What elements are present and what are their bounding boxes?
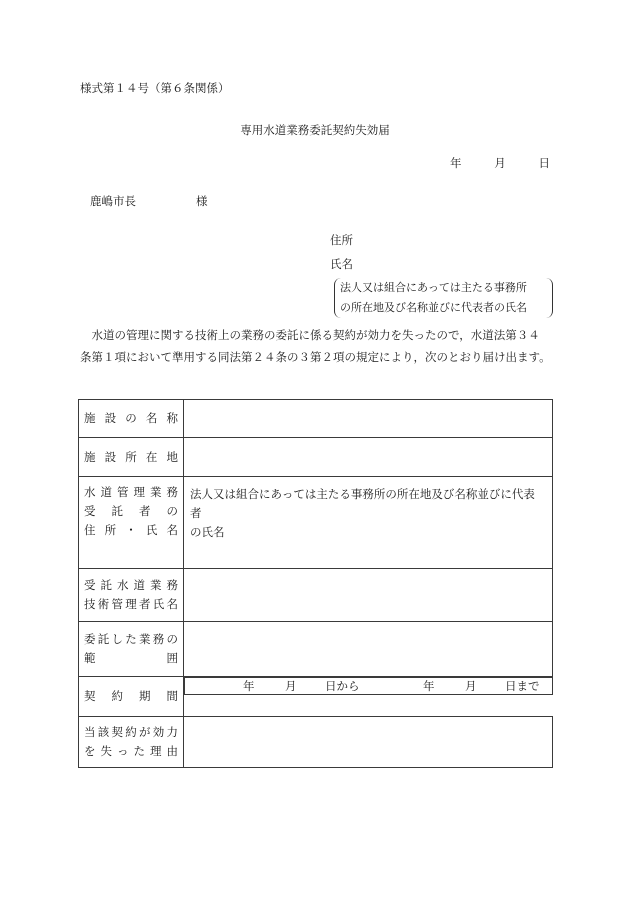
applicant-name-label: 氏名 — [330, 257, 353, 271]
label-text — [84, 483, 178, 502]
label-char: 施 — [84, 449, 96, 464]
period-from-year: 年 — [243, 679, 255, 693]
body-line2: 条第１項において準用する同法第２４条の３第２項の規定により，次のとおり届け出ます。 — [80, 350, 551, 364]
label-facility-name — [79, 400, 184, 438]
label-char: っ — [117, 744, 129, 758]
label-char: ・ — [125, 523, 137, 537]
label-char: 者 — [139, 597, 151, 611]
value-facility-location[interactable] — [184, 438, 553, 477]
table-row-facility-name — [79, 400, 553, 438]
label-text — [84, 630, 178, 649]
info-table — [78, 399, 553, 768]
label-char: 地 — [166, 449, 178, 464]
label-char: 間 — [166, 689, 178, 703]
date-line — [450, 155, 550, 171]
label-char: 理 — [125, 597, 137, 611]
label-text — [84, 576, 178, 595]
label-char: 委 — [84, 632, 96, 646]
label-char: の — [166, 504, 178, 518]
bracket-note-line2: の所在地及び名称並びに代表者の氏名 — [340, 301, 527, 314]
label-char: 契 — [84, 689, 96, 703]
label-char: を — [84, 744, 96, 758]
label-char: 約 — [111, 689, 123, 703]
label-char: 技 — [84, 597, 96, 611]
label-char: 在 — [145, 449, 158, 464]
table-row-contractor — [79, 477, 553, 569]
label-char: 理 — [133, 485, 145, 499]
table-row-technical-manager — [79, 569, 553, 622]
applicant-bracket-note — [334, 278, 553, 318]
label-char: 称 — [166, 411, 178, 425]
label-char: の — [166, 632, 178, 646]
label-char: 者 — [139, 504, 151, 518]
label-char: 施 — [84, 411, 96, 425]
label-scope — [79, 622, 184, 677]
label-text — [84, 595, 178, 614]
label-char: 道 — [133, 578, 145, 592]
table-row-period — [79, 677, 553, 717]
label-text — [84, 502, 178, 521]
label-char: 当 — [84, 725, 96, 739]
label-char: 受 — [84, 504, 96, 518]
label-char: 術 — [97, 597, 110, 611]
label-char: 名 — [145, 411, 158, 425]
period-to-day: 日まで — [505, 679, 540, 693]
label-char: 氏 — [152, 597, 165, 611]
date-year: 年 — [450, 156, 462, 170]
label-char: 契 — [111, 725, 123, 739]
label-char: 設 — [104, 449, 117, 464]
label-text — [84, 409, 178, 428]
label-char: 業 — [150, 485, 162, 499]
document-title: 専用水道業務委託契約失効届 — [240, 123, 390, 137]
bracket-note-line1: 法人又は組合にあっては主たる事務所 — [340, 281, 527, 294]
label-char: 由 — [166, 744, 178, 758]
label-text — [84, 649, 178, 668]
label-char: 理 — [150, 744, 162, 758]
label-period — [79, 677, 184, 717]
label-char: 業 — [150, 578, 162, 592]
label-char: 管 — [111, 597, 123, 611]
label-char: 設 — [104, 411, 117, 425]
value-period[interactable] — [184, 677, 553, 695]
addressee-honorific: 様 — [196, 194, 208, 208]
label-text — [84, 742, 178, 761]
addressee-name: 鹿嶋市長 — [90, 194, 136, 208]
contractor-note-line1: 法人又は組合にあっては主たる事務所の所在地及び名称並びに代表者 — [190, 487, 535, 520]
label-char: し — [111, 632, 123, 646]
label-reason — [79, 717, 184, 768]
label-char: 所 — [125, 449, 137, 464]
label-char: た — [125, 632, 137, 646]
label-char: 失 — [100, 744, 112, 758]
label-char: た — [133, 744, 145, 758]
label-char: 住 — [84, 523, 96, 537]
label-char: 名 — [166, 597, 178, 611]
label-char: 約 — [125, 725, 137, 739]
form-number: 様式第１４号（第６条関係） — [80, 81, 230, 95]
body-paragraph — [80, 324, 560, 368]
label-char: 範 — [84, 651, 96, 665]
table-row-facility-location — [79, 438, 553, 477]
label-char: 務 — [166, 485, 178, 499]
value-facility-name[interactable] — [184, 400, 553, 438]
label-char: 託 — [111, 504, 123, 518]
table-row-reason — [79, 717, 553, 768]
label-char: 水 — [117, 578, 129, 592]
label-char: が — [139, 725, 151, 739]
label-char: 所 — [104, 523, 117, 537]
label-char: 託 — [100, 578, 112, 592]
label-text — [84, 723, 178, 742]
period-from-day: 日から — [325, 679, 360, 693]
label-contractor — [79, 477, 184, 569]
label-char: 期 — [139, 689, 151, 703]
label-char: 名 — [166, 523, 178, 537]
label-facility-location — [79, 438, 184, 477]
value-scope[interactable] — [184, 622, 553, 677]
label-text — [84, 448, 178, 467]
label-char: 管 — [117, 485, 129, 499]
label-char: 託 — [97, 632, 110, 646]
value-reason[interactable] — [184, 717, 553, 768]
label-text — [84, 521, 178, 540]
label-char: 務 — [152, 632, 165, 646]
label-char: 道 — [100, 485, 112, 499]
label-char: 氏 — [145, 523, 158, 537]
label-char: 力 — [166, 725, 178, 739]
label-char: 囲 — [166, 651, 178, 665]
label-char: の — [125, 411, 137, 425]
applicant-address-label: 住所 — [330, 233, 353, 247]
label-text — [84, 687, 178, 706]
label-technical-manager — [79, 569, 184, 622]
table-row-scope — [79, 622, 553, 677]
label-char: 務 — [166, 578, 178, 592]
label-char: 業 — [139, 632, 151, 646]
contractor-note-line2: の氏名 — [190, 525, 225, 539]
value-contractor[interactable] — [184, 477, 553, 569]
period-from-month: 月 — [285, 679, 297, 693]
body-line1: 水道の管理に関する技術上の業務の委託に係る契約が効力を失ったので，水道法第３４ — [91, 328, 540, 342]
date-day: 日 — [538, 156, 550, 170]
value-technical-manager[interactable] — [184, 569, 553, 622]
period-to-year: 年 — [423, 679, 435, 693]
label-char: 該 — [97, 725, 110, 739]
label-char: 水 — [84, 485, 96, 499]
label-char: 効 — [152, 725, 165, 739]
label-char: 受 — [84, 578, 96, 592]
period-to-month: 月 — [465, 679, 477, 693]
date-month: 月 — [494, 156, 506, 170]
